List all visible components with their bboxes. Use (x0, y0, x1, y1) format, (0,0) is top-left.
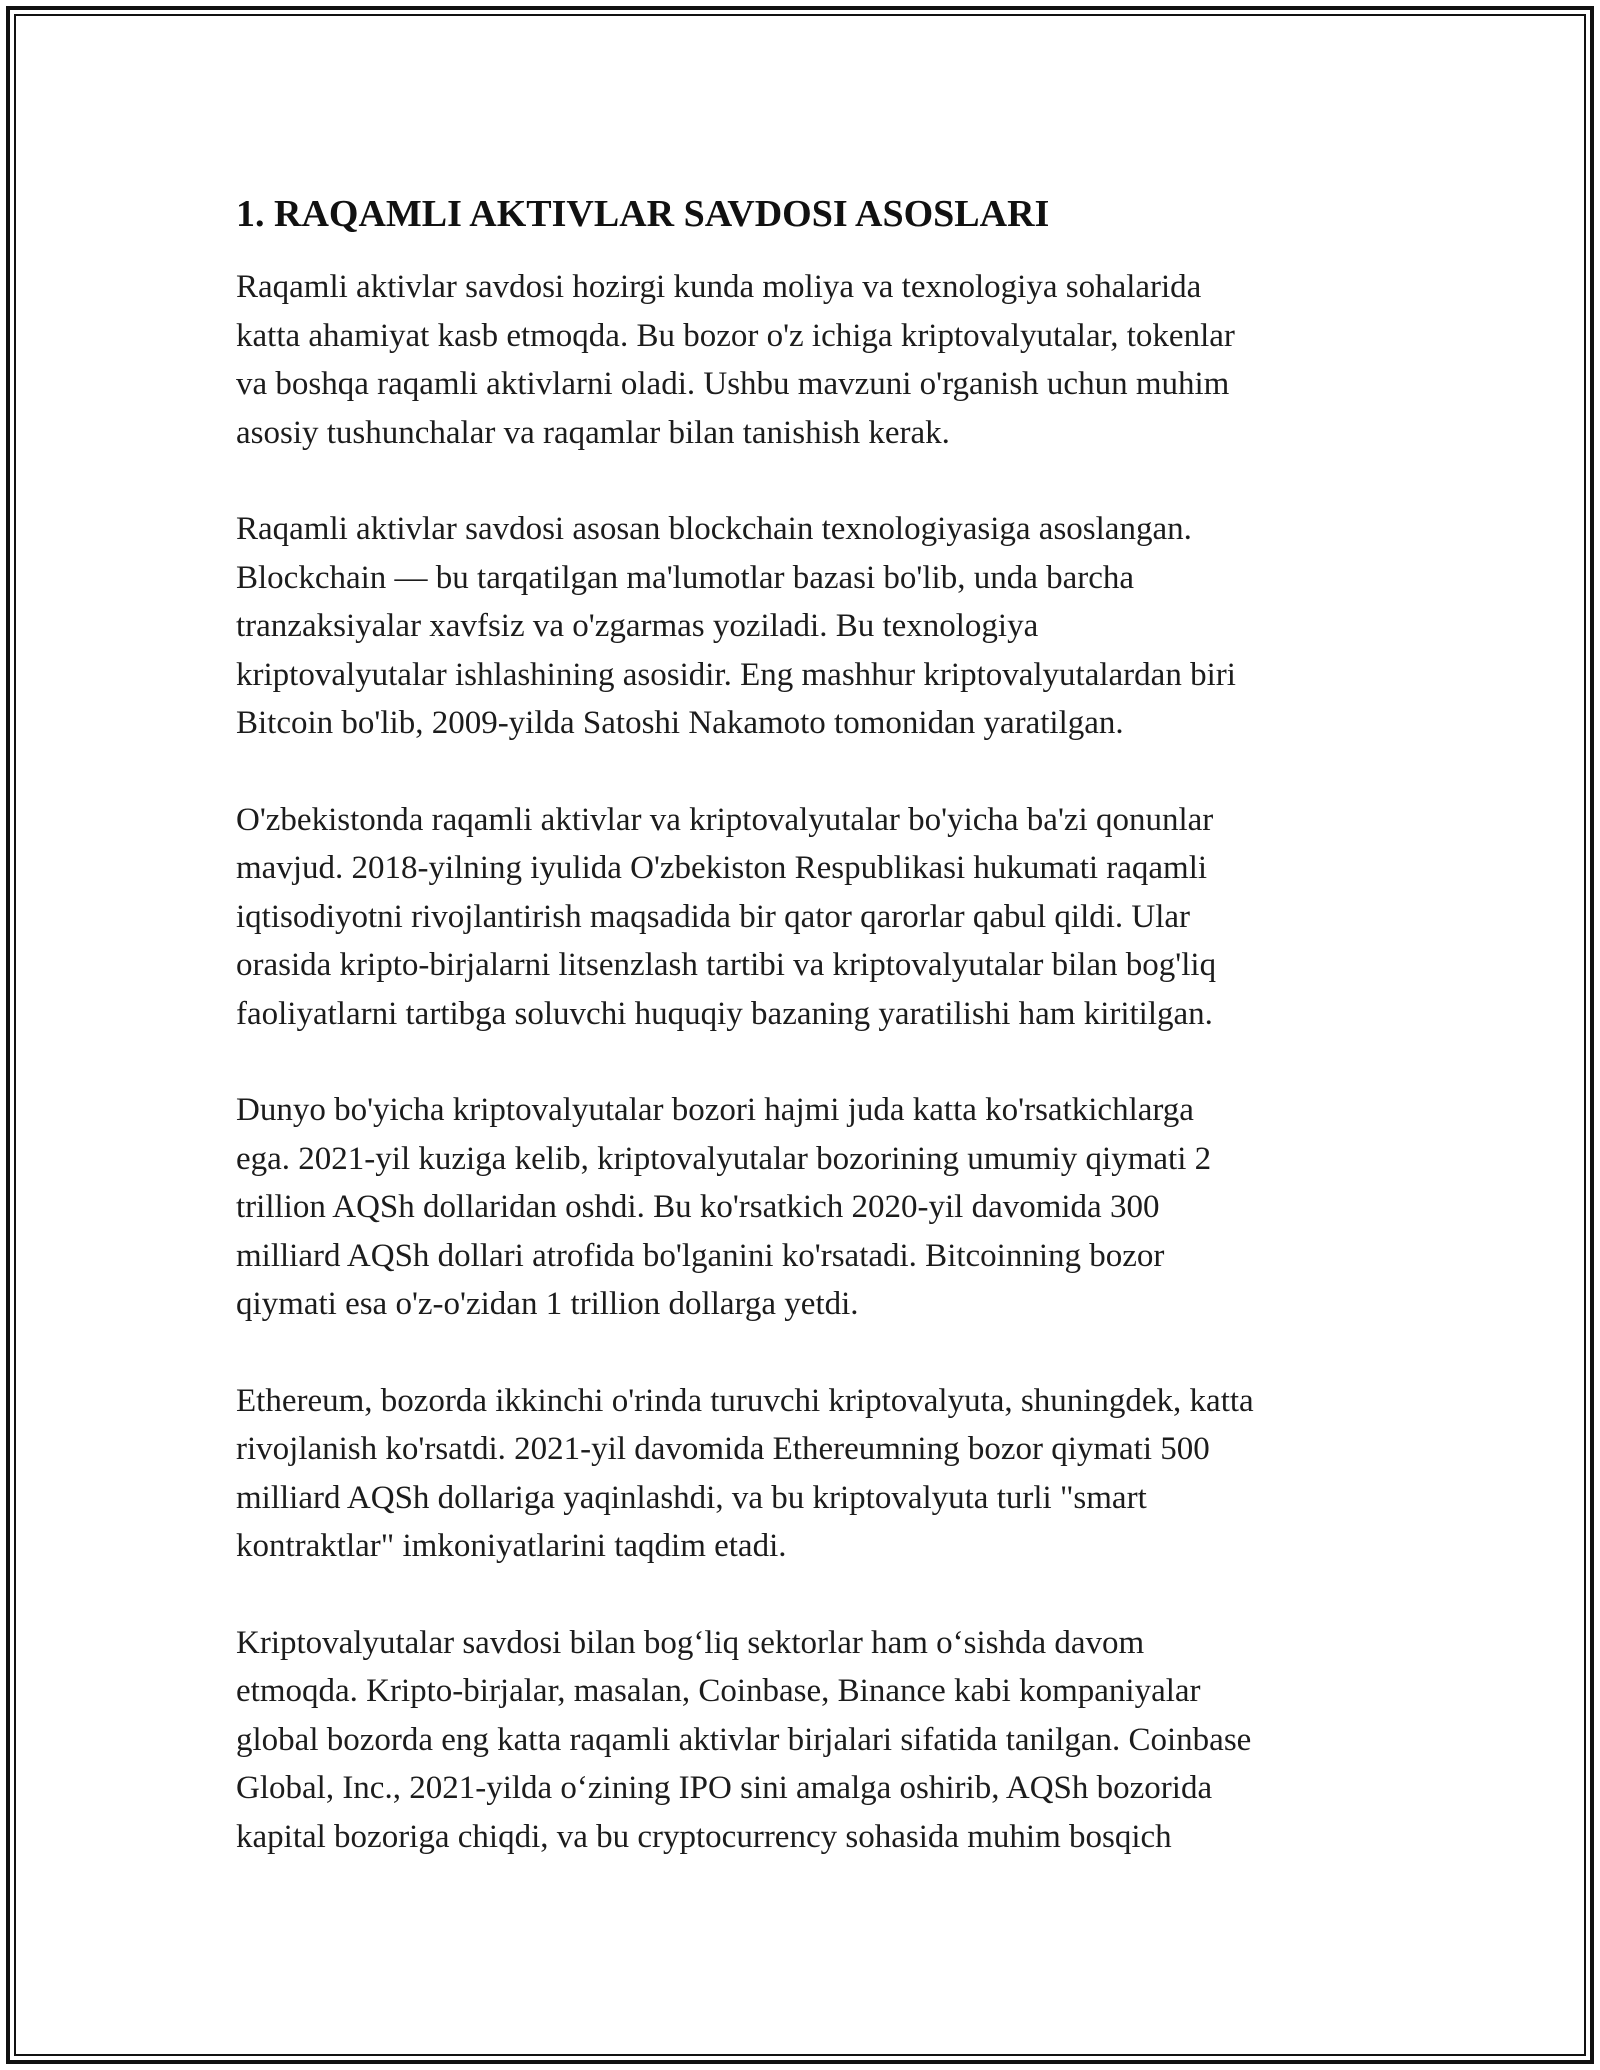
paragraph-line: qiymati esa o'z-o'zidan 1 trillion dollarga yetdi. (236, 1286, 859, 1322)
paragraph-line: Global, Inc., 2021-yilda o‘zining IPO sini amalga oshirib, AQSh bozorida (236, 1770, 1213, 1806)
paragraph-blockchain (236, 505, 1376, 748)
paragraph-ethereum (236, 1377, 1376, 1571)
paragraph-line: O'zbekistonda raqamli aktivlar va kriptovalyutalar bo'yicha ba'zi qonunlar (236, 801, 1214, 838)
paragraph-line: iqtisodiyotni rivojlantirish maqsadida bir qator qarorlar qabul qildi. Ular (236, 898, 1191, 935)
paragraph-line: Raqamli aktivlar savdosi hozirgi kunda moliya va texnologiya sohalarida (236, 269, 1202, 305)
paragraph-line: Raqamli aktivlar savdosi asosan blockchain texnologiyasiga asoslangan. (236, 511, 1192, 547)
paragraph-line: kapital bozoriga chiqdi, va bu cryptocurrency sohasida muhim bosqich (236, 1818, 1172, 1855)
paragraph-line: katta ahamiyat kasb etmoqda. Bu bozor o'z ichiga kriptovalyutalar, tokenlar (236, 317, 1235, 354)
paragraph-line: ega. 2021-yil kuziga kelib, kriptovalyutalar bozorining umumiy qiymati 2 (236, 1140, 1212, 1177)
paragraph-uzbekistan-law (236, 796, 1376, 1039)
paragraph-market-size (236, 1086, 1376, 1329)
section-heading: 1. RAQAMLI AKTIVLAR SAVDOSI ASOSLARI (236, 193, 1050, 235)
paragraph-line: rivojlanish ko'rsatdi. 2021-yil davomida Ethereumning bozor qiymati 500 (236, 1431, 1210, 1467)
paragraph-line: Blockchain — bu tarqatilgan ma'lumotlar bazasi bo'lib, unda barcha (236, 559, 1135, 596)
paragraph-exchanges (236, 1619, 1376, 1862)
paragraph-line: asosiy tushunchalar va raqamlar bilan tanishish kerak. (236, 414, 950, 451)
paragraph-line: trillion AQSh dollaridan oshdi. Bu ko'rsatkich 2020-yil davomida 300 (236, 1189, 1160, 1225)
paragraph-line: orasida kripto-birjalarni litsenzlash tartibi va kriptovalyutalar bilan bog'liq (236, 947, 1217, 983)
paragraph-line: Ethereum, bozorda ikkinchi o'rinda turuvchi kriptovalyuta, shuningdek, katta (236, 1382, 1254, 1419)
paragraph-line: va boshqa raqamli aktivlarni oladi. Ushbu mavzuni o'rganish uchun muhim (236, 366, 1230, 402)
paragraph-line: kontraktlar" imkoniyatlarini taqdim etadi. (236, 1528, 787, 1564)
paragraph-line: milliard AQSh dollari atrofida bo'lganini ko'rsatadi. Bitcoinning bozor (236, 1237, 1165, 1274)
paragraph-line: mavjud. 2018-yilning iyulida O'zbekiston Respublikasi hukumati raqamli (236, 850, 1208, 886)
paragraph-line: faoliyatlarni tartibga soluvchi huquqiy bazaning yaratilishi ham kiritilgan. (236, 995, 1213, 1032)
paragraph-intro (236, 263, 1376, 457)
paragraph-line: Bitcoin bo'lib, 2009-yilda Satoshi Nakamoto tomonidan yaratilgan. (236, 705, 1124, 741)
document-body (236, 188, 1376, 1909)
paragraph-line: milliard AQSh dollariga yaqinlashdi, va bu kriptovalyuta turli "smart (236, 1479, 1147, 1516)
paragraph-line: tranzaksiyalar xavfsiz va o'zgarmas yoziladi. Bu texnologiya (236, 608, 1039, 644)
paragraph-line: Dunyo bo'yicha kriptovalyutalar bozori hajmi juda katta ko'rsatkichlarga (236, 1092, 1194, 1128)
paragraph-line: global bozorda eng katta raqamli aktivlar birjalari sifatida tanilgan. Coinbase (236, 1721, 1252, 1758)
paragraph-line: etmoqda. Kripto-birjalar, masalan, Coinbase, Binance kabi kompaniyalar (236, 1673, 1201, 1709)
paragraph-line: Kriptovalyutalar savdosi bilan bog‘liq sektorlar ham o‘sishda davom (236, 1624, 1145, 1661)
paragraph-line: kriptovalyutalar ishlashining asosidir. Eng mashhur kriptovalyutalardan biri (236, 656, 1236, 693)
